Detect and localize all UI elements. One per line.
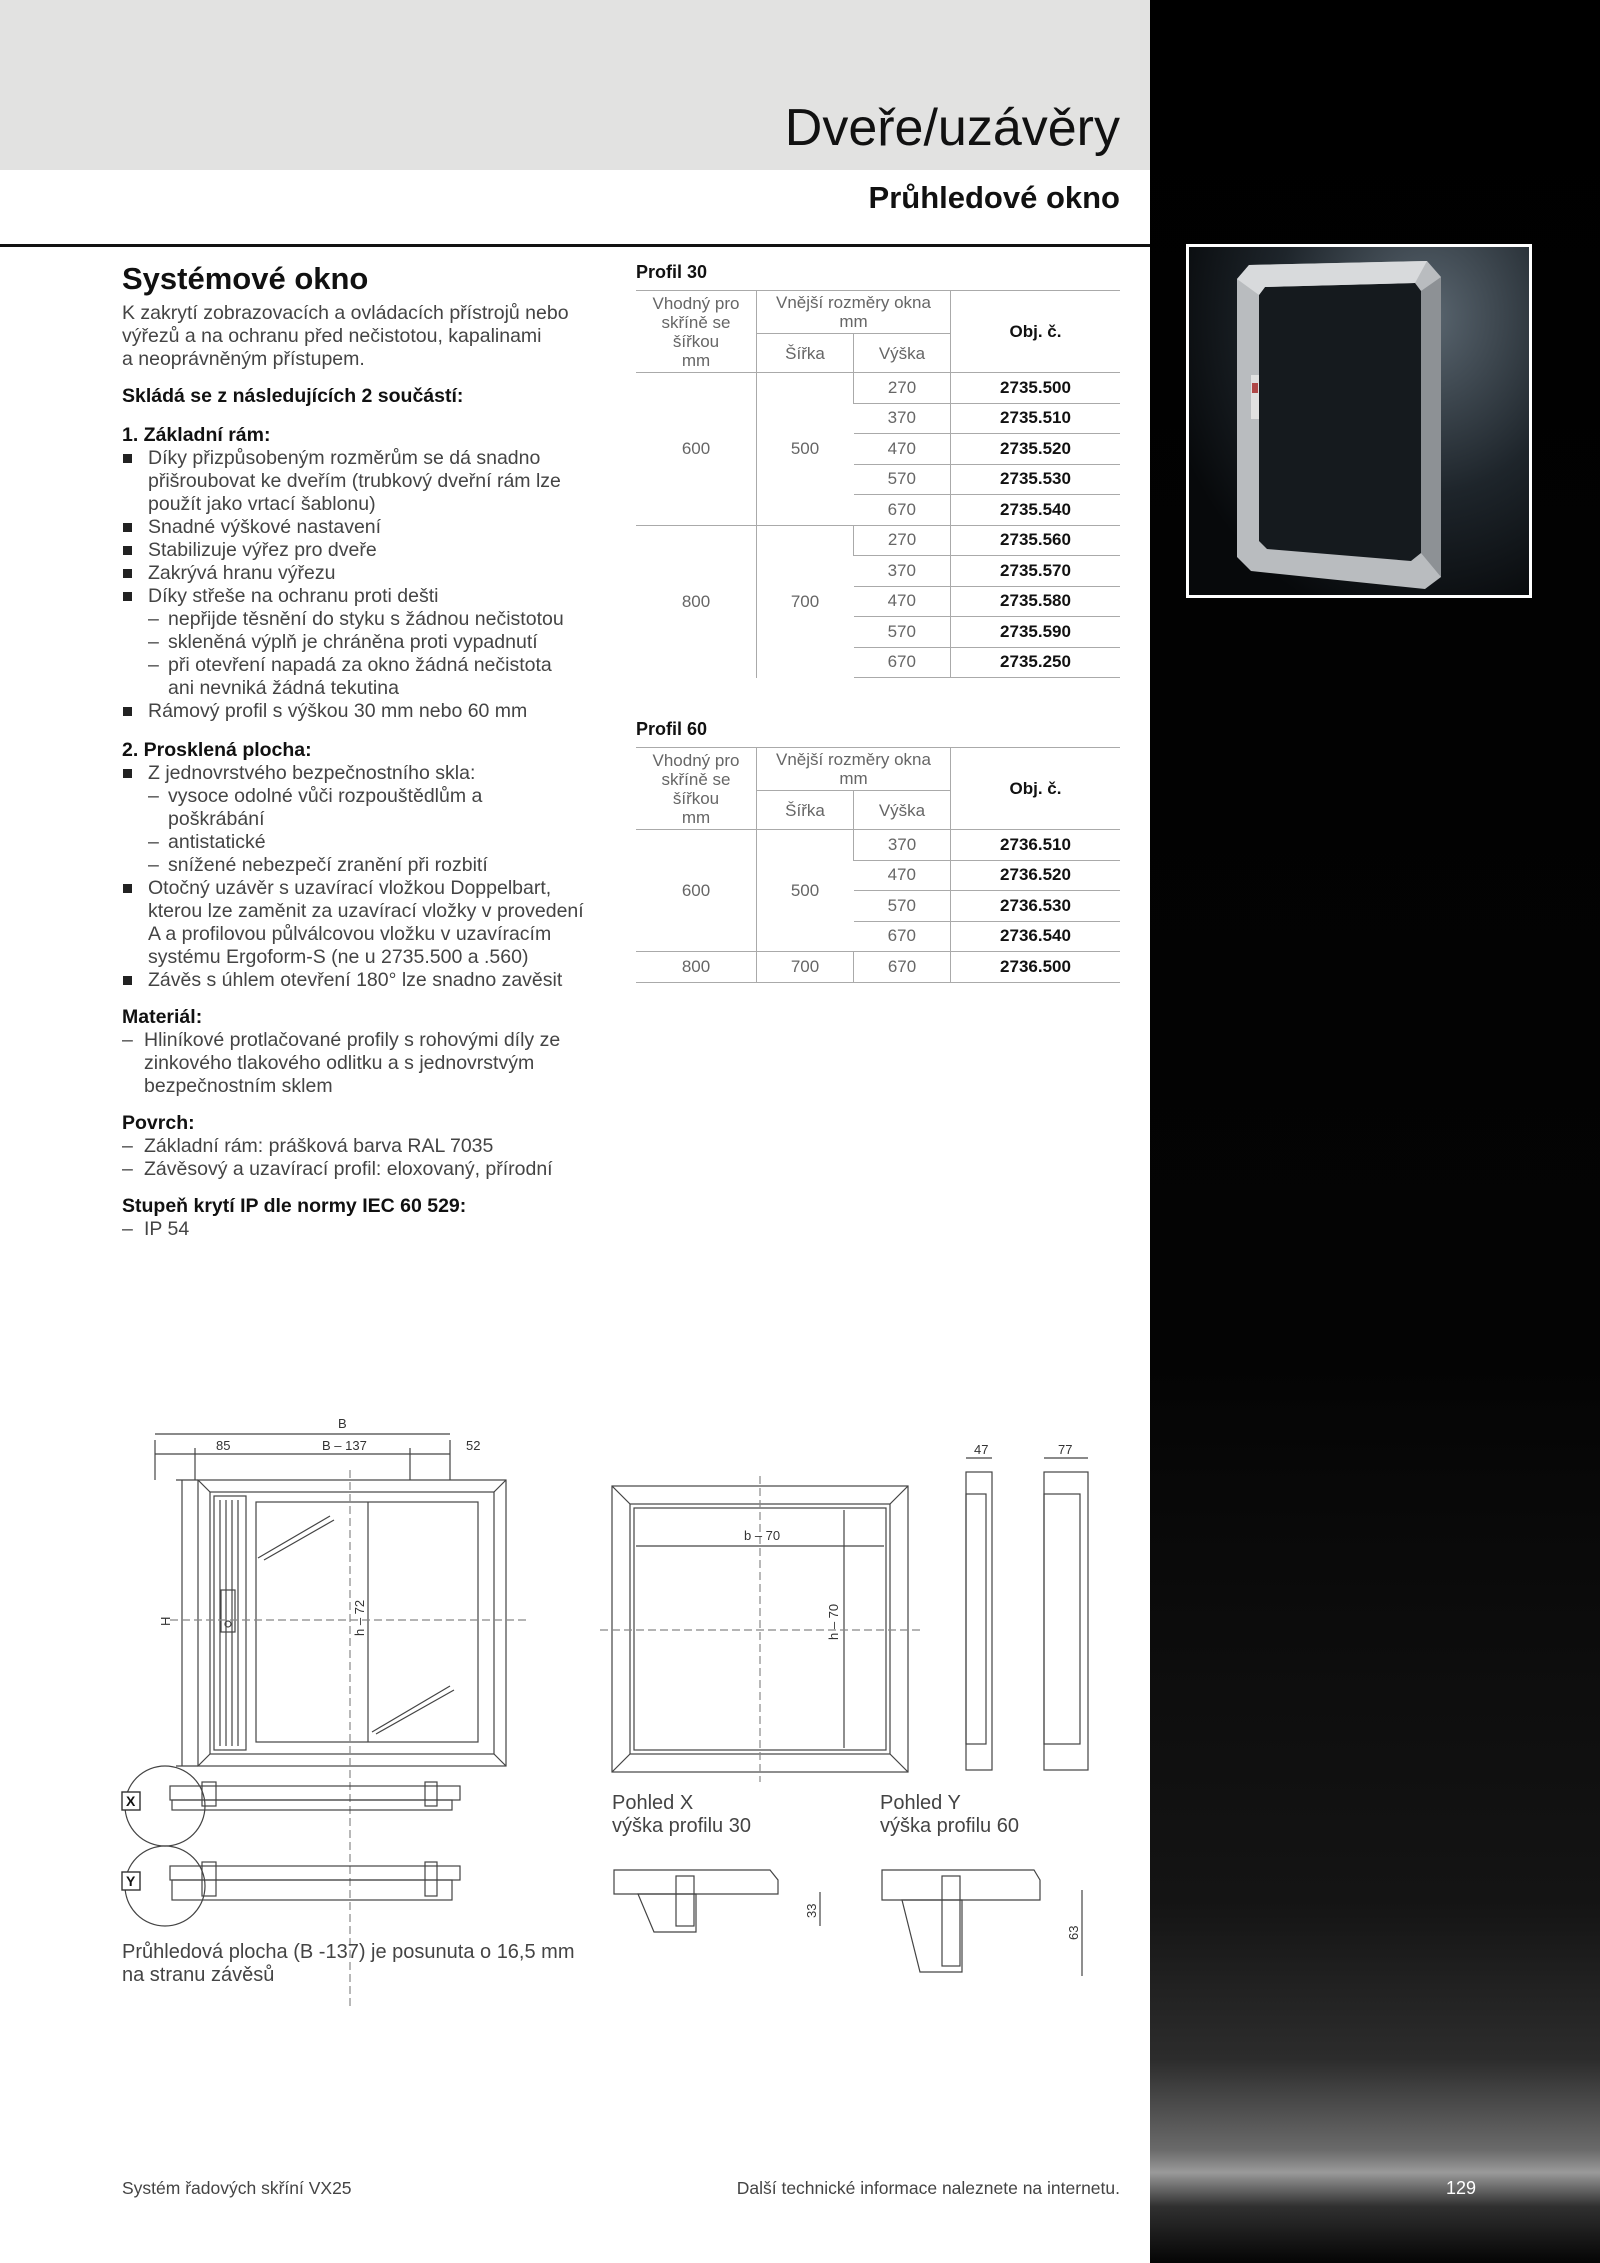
order-number-cell: 2735.570	[951, 556, 1121, 587]
dim-label: 85	[216, 1438, 231, 1453]
table-header: Šířka	[757, 334, 854, 373]
technical-drawings	[110, 1410, 1130, 2010]
list-item: – snížené nebezpečí zranění při rozbití	[122, 854, 612, 877]
list-item: ani nevniká žádná tekutina	[168, 677, 399, 699]
list-item: Zakrývá hranu výřezu	[122, 562, 612, 585]
header-rule	[0, 244, 1150, 247]
shift-caption	[122, 1941, 575, 1987]
front-glass	[256, 1502, 478, 1742]
window-height-cell: 470	[854, 434, 951, 465]
cabinet-width-cell: 800	[636, 952, 757, 983]
header-line: mm	[681, 807, 711, 827]
list-item: kterou lze zaměnit za uzavírací vložky v provedení	[148, 900, 584, 922]
window-height-cell: 570	[854, 891, 951, 922]
dim-label: h – 70	[826, 1603, 841, 1640]
table-header	[757, 748, 951, 791]
window-height-cell: 370	[854, 830, 951, 861]
header-line: Vhodný pro	[652, 750, 740, 770]
header-line: skříně se	[661, 769, 731, 789]
window-height-cell: 570	[854, 464, 951, 495]
list-item: Díky střeše na ochranu proti dešti	[122, 585, 612, 608]
composition-heading: Skládá se z následujících 2 součástí:	[122, 385, 464, 407]
table-header	[636, 291, 757, 373]
list-item: systému Ergoform-S (ne u 2735.500 a .560)	[148, 946, 529, 968]
table-row	[636, 373, 1120, 404]
dim-label: H	[158, 1616, 173, 1626]
window-width-cell: 500	[757, 830, 854, 952]
profil60-table	[636, 747, 1120, 983]
profil60-label: Profil 60	[636, 719, 708, 739]
header-line: šířkou	[672, 788, 720, 808]
table-row	[636, 830, 1120, 861]
view-x-caption	[612, 1792, 751, 1838]
window-height-cell: 470	[854, 586, 951, 617]
ip-heading: Stupeň krytí IP dle normy IEC 60 529:	[122, 1195, 467, 1217]
side-profile-30	[966, 1472, 992, 1770]
list-item: poškrábání	[168, 808, 265, 830]
surface-item: – Základní rám: prášková barva RAL 7035	[122, 1135, 612, 1158]
order-number-cell: 2735.540	[951, 495, 1121, 526]
footer-info: Další technické informace naleznete na internetu.	[736, 2178, 1120, 2198]
list-item: – antistatické	[122, 831, 612, 854]
window-height-cell: 670	[854, 495, 951, 526]
caption-line: výška profilu 30	[612, 1815, 751, 1837]
intro-line: výřezů a na ochranu před nečistotou, kapalinami	[122, 325, 542, 347]
list-item: Rámový profil s výškou 30 mm nebo 60 mm	[122, 700, 612, 723]
list-item: Otočný uzávěr s uzavírací vložkou Doppelbart,	[122, 877, 612, 900]
list-item: Z jednovrstvého bezpečnostního skla:	[122, 762, 612, 785]
list-item: – při otevření napadá za okno žádná nečistota	[122, 654, 612, 677]
order-number-cell: 2735.520	[951, 434, 1121, 465]
section-x	[614, 1870, 778, 1894]
table-row	[636, 952, 1120, 983]
order-number-cell: 2735.250	[951, 647, 1121, 678]
detail-label: X	[126, 1793, 136, 1809]
list-item: – nepřijde těsnění do styku s žádnou nečistotou	[122, 608, 612, 631]
order-number-cell: 2735.510	[951, 403, 1121, 434]
profil30-label: Profil 30	[636, 262, 708, 282]
order-number-cell: 2735.530	[951, 464, 1121, 495]
list-item: – vysoce odolné vůči rozpouštědlům a	[122, 785, 612, 808]
dim-label: B	[338, 1416, 347, 1431]
list-item: Díky přizpůsobeným rozměrům se dá snadno	[122, 447, 612, 470]
dim-label: B – 137	[322, 1438, 367, 1453]
order-number-cell: 2735.500	[951, 373, 1121, 404]
window-height-cell: 270	[854, 373, 951, 404]
window-height-cell: 670	[854, 921, 951, 952]
order-number-cell: 2735.580	[951, 586, 1121, 617]
header-line: skříně se	[661, 312, 731, 332]
section-subtitle: Průhledové okno	[868, 180, 1120, 215]
window-width-cell: 700	[757, 952, 854, 983]
list-item: použít jako vrtací šablonu)	[148, 493, 376, 515]
order-number-cell: 2736.530	[951, 891, 1121, 922]
part1-heading: 1. Základní rám:	[122, 424, 271, 446]
header-line: mm	[839, 769, 868, 788]
caption-line: Průhledová plocha (B -137) je posunuta o 16,5 mm	[122, 1941, 575, 1963]
dim-label: b – 70	[744, 1528, 781, 1543]
header-line: šířkou	[672, 331, 720, 351]
part1-list	[122, 447, 612, 723]
material-item: zinkového tlakového odlitku a s jednovrstvým	[144, 1052, 535, 1074]
caption-line: Pohled Y	[880, 1792, 961, 1814]
table-header: Výška	[854, 791, 951, 830]
section-y	[882, 1870, 1040, 1900]
dim-label: 63	[1066, 1925, 1081, 1940]
header-line: Vhodný pro	[652, 293, 740, 313]
order-number-cell: 2736.540	[951, 921, 1121, 952]
window-height-cell: 670	[854, 647, 951, 678]
window-height-cell: 270	[854, 525, 951, 556]
list-item: přišroubovat ke dveřím (trubkový dveřní rám lze	[148, 470, 561, 492]
window-height-cell: 370	[854, 556, 951, 587]
material-item: bezpečnostním sklem	[144, 1075, 333, 1097]
table-header: Šířka	[757, 791, 854, 830]
list-item: – skleněná výplň je chráněna proti vypadnutí	[122, 631, 612, 654]
dim-label: 52	[466, 1438, 481, 1453]
surface-heading: Povrch:	[122, 1112, 195, 1134]
order-number-cell: 2735.560	[951, 525, 1121, 556]
side-profile-60	[1044, 1472, 1088, 1770]
window-height-cell: 670	[854, 952, 951, 983]
description-column	[122, 258, 612, 1241]
window-width-cell: 500	[757, 373, 854, 526]
section-title: Dveře/uzávěry	[784, 99, 1120, 157]
ip-item: – IP 54	[122, 1218, 612, 1241]
order-number-cell: 2736.500	[951, 952, 1121, 983]
window-frame-photo	[1189, 247, 1529, 595]
material-item: – Hliníkové protlačované profily s rohovými díly ze	[122, 1029, 612, 1052]
lock-handle	[221, 1590, 235, 1632]
window-height-cell: 570	[854, 617, 951, 648]
table-header	[636, 748, 757, 830]
part2-list	[122, 762, 612, 992]
dim-label: 47	[974, 1442, 989, 1457]
footer-series: Systém řadových skříní VX25	[122, 2178, 352, 2198]
caption-line: výška profilu 60	[880, 1815, 1019, 1837]
list-item: Stabilizuje výřez pro dveře	[122, 539, 612, 562]
header-line: Vnější rozměry okna	[776, 293, 931, 312]
header-line: mm	[839, 312, 868, 331]
dim-label: 77	[1058, 1442, 1073, 1457]
order-number-cell: 2735.590	[951, 617, 1121, 648]
cabinet-width-cell: 800	[636, 525, 757, 678]
profil30-table	[636, 290, 1120, 678]
surface-item: – Závěsový a uzavírací profil: eloxovaný, přírodní	[122, 1158, 612, 1181]
table-header: Výška	[854, 334, 951, 373]
order-number-cell: 2736.520	[951, 860, 1121, 891]
list-item: A a profilovou půlválcovou vložku v uzavíracím	[148, 923, 552, 945]
cabinet-width-cell: 600	[636, 830, 757, 952]
intro-line: K zakrytí zobrazovacích a ovládacích přístrojů nebo	[122, 302, 569, 324]
dim-label: h – 72	[352, 1599, 367, 1636]
header-line: Vnější rozměry okna	[776, 750, 931, 769]
list-item: Snadné výškové nastavení	[122, 516, 612, 539]
window-width-cell: 700	[757, 525, 854, 678]
dim-label: 33	[804, 1903, 819, 1918]
product-photo	[1186, 244, 1532, 598]
detail-label: Y	[126, 1873, 136, 1889]
intro-line: a neoprávněným přístupem.	[122, 348, 365, 370]
window-height-cell: 370	[854, 403, 951, 434]
table-header: Obj. č.	[951, 748, 1121, 830]
table-header: Obj. č.	[951, 291, 1121, 373]
table-header	[757, 291, 951, 334]
table-row	[636, 525, 1120, 556]
cabinet-width-cell: 600	[636, 373, 757, 526]
page-number: 129	[1446, 2178, 1477, 2198]
order-number-cell: 2736.510	[951, 830, 1121, 861]
part2-heading: 2. Prosklená plocha:	[122, 739, 312, 761]
caption-line: na stranu závěsů	[122, 1964, 275, 1986]
material-heading: Materiál:	[122, 1006, 203, 1028]
product-title: Systémové okno	[122, 261, 369, 296]
window-height-cell: 470	[854, 860, 951, 891]
list-item: Závěs s úhlem otevření 180° lze snadno zavěsit	[122, 969, 612, 992]
view-y-caption	[880, 1792, 1019, 1838]
header-line: mm	[681, 350, 711, 370]
caption-line: Pohled X	[612, 1792, 694, 1814]
